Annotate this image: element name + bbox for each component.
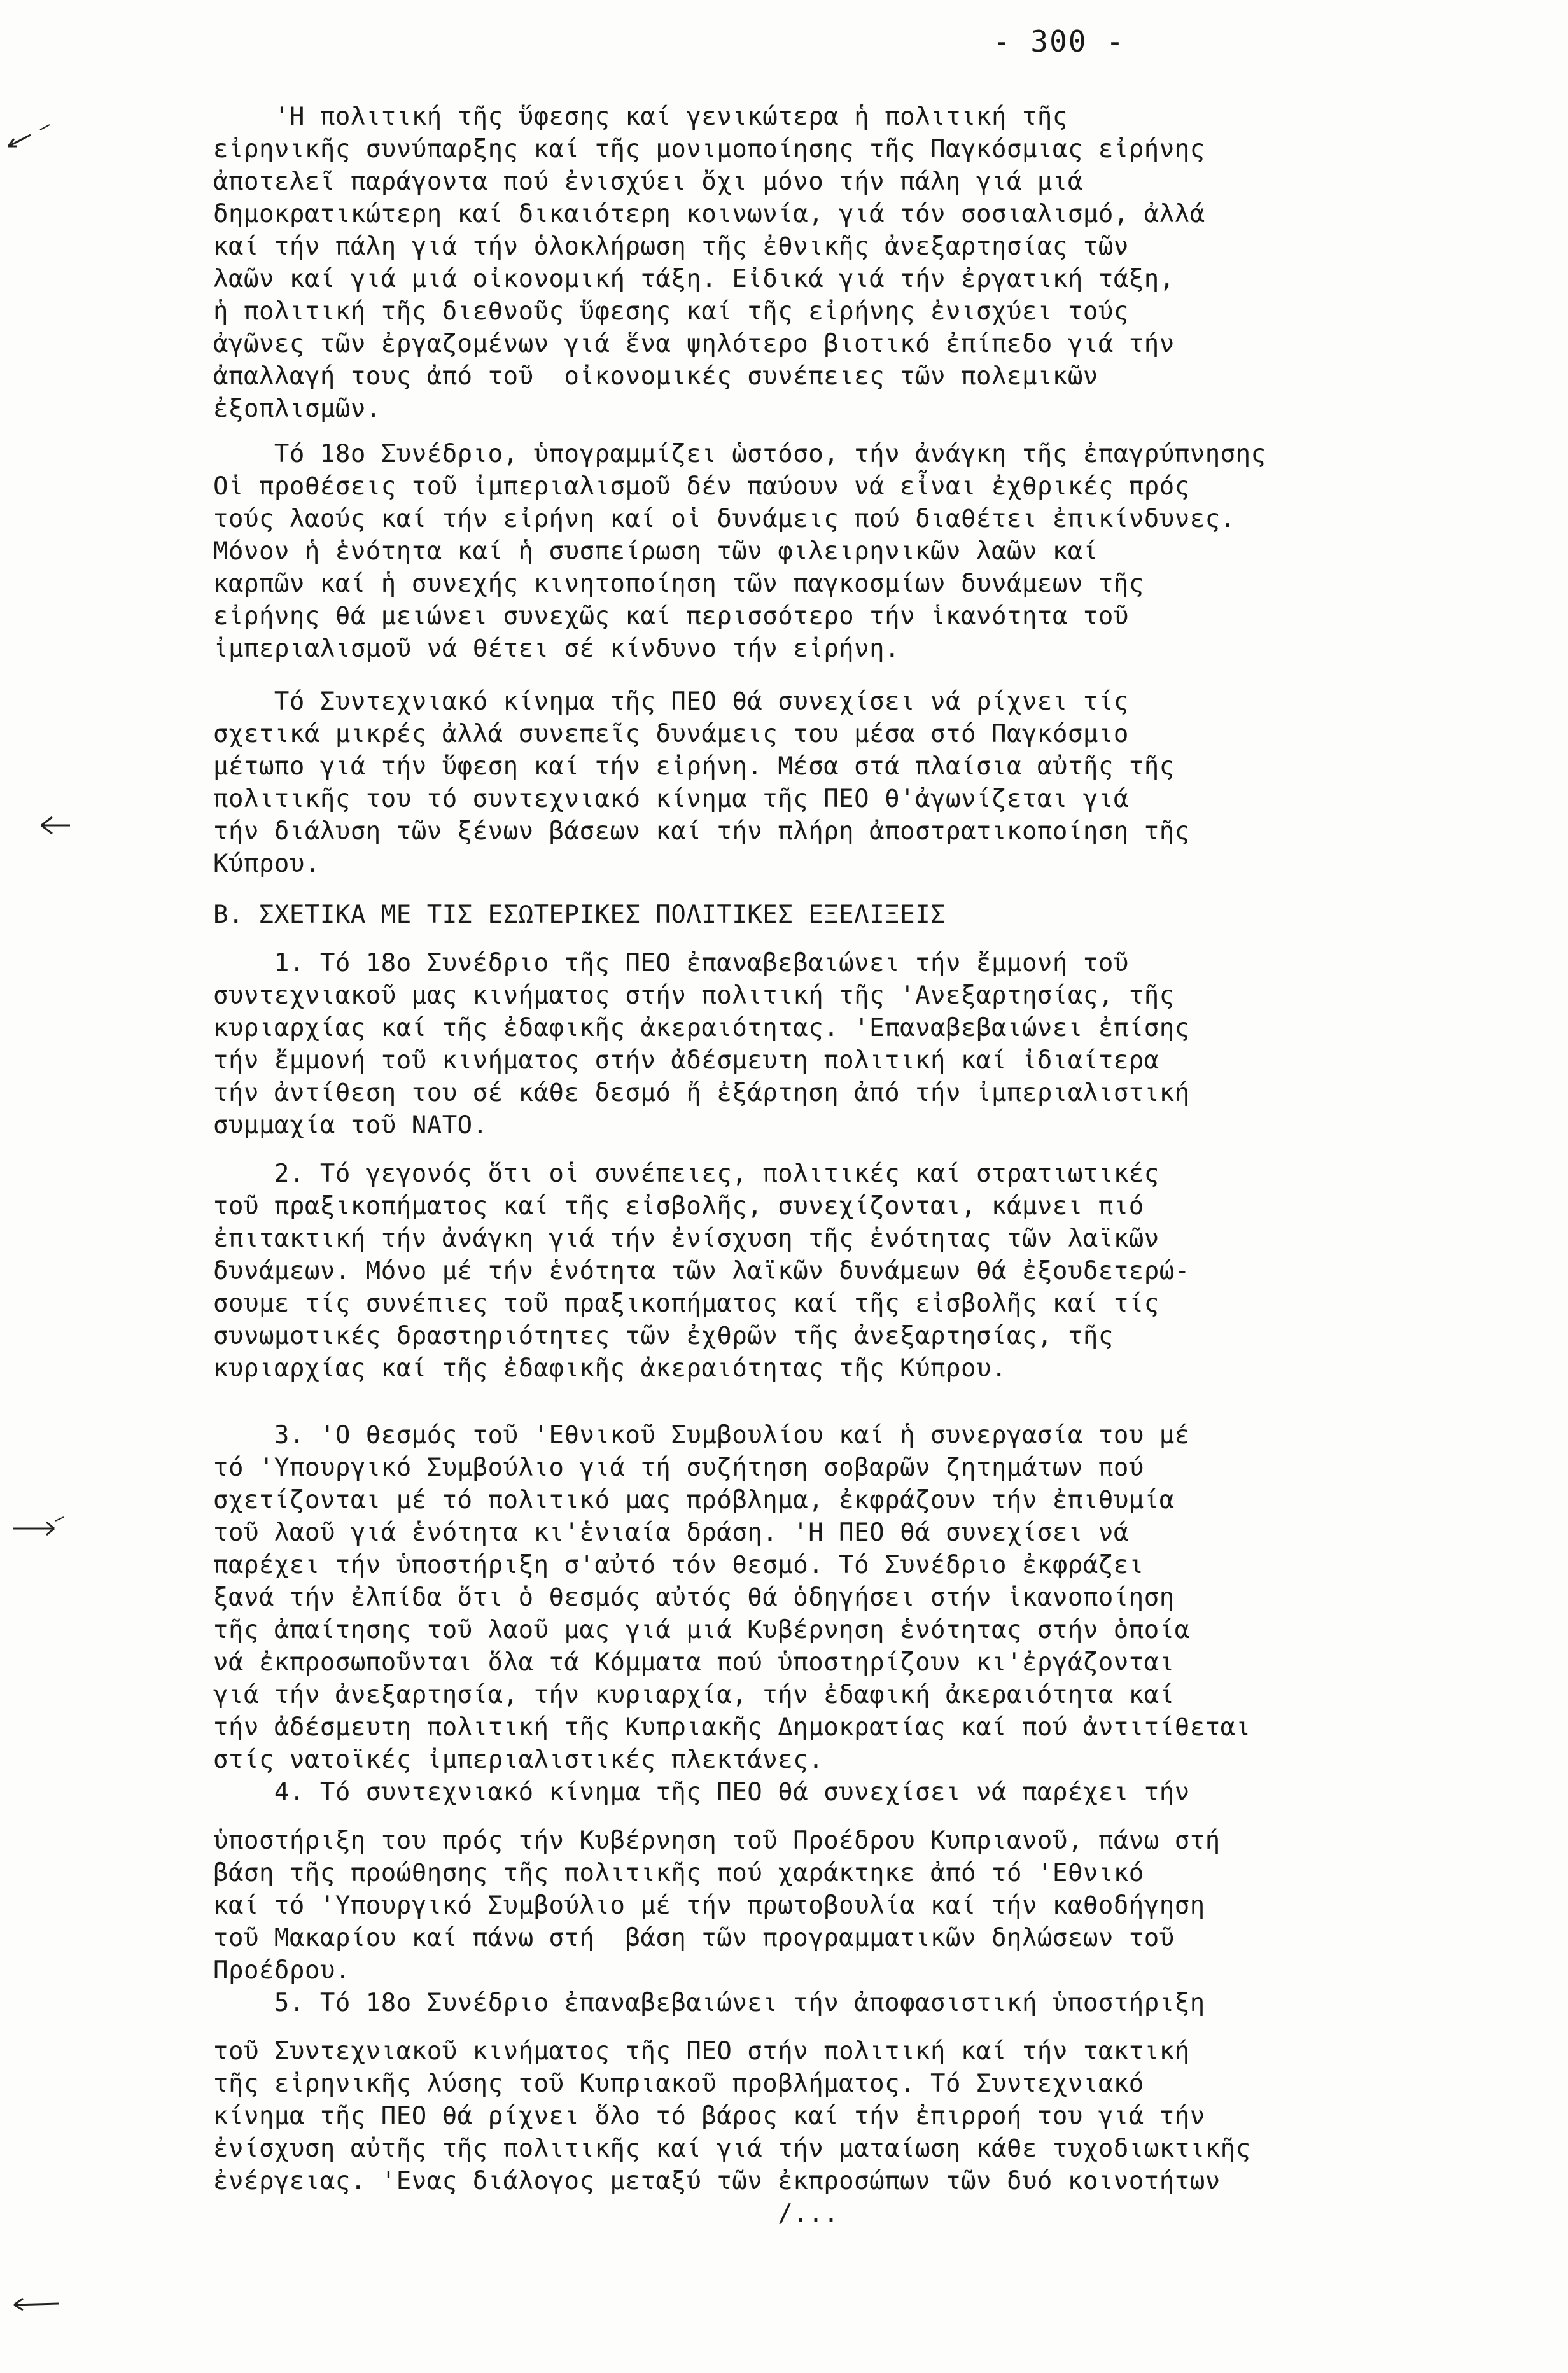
text-line: συμμαχία τοῦ ΝΑΤΟ.	[213, 1111, 488, 1140]
text-line: ξανά τήν ἐλπίδα ὅτι ὁ θεσμός αὐτός θά ὁδηγήσει στήν ἱκανοποίηση	[213, 1583, 1175, 1612]
page-number: - 300 -	[993, 24, 1125, 59]
margin-arrow-icon	[10, 1515, 67, 1540]
text-line: σχετίζονται μέ τό πολιτικό μας πρόβλημα, ἐκφράζουν τήν ἐπιθυμία	[213, 1486, 1175, 1515]
text-line: τοῦ Συντεχνιακοῦ κινήματος τῆς ΠΕΟ στήν πολιτική καί τήν τακτική	[213, 2037, 1190, 2066]
text-line: Μόνον ἡ ἑνότητα καί ἡ συσπείρωση τῶν φιλειρηνικῶν λαῶν καί	[213, 537, 1098, 566]
text-line: εἰρηνικῆς συνύπαρξης καί τῆς μονιμοποίησης τῆς Παγκόσμιας εἰρήνης	[213, 135, 1205, 164]
text-line: τοῦ πραξικοπήματος καί τῆς εἰσβολῆς, συνεχίζονται, κάμνει πιό	[213, 1192, 1144, 1221]
text-line: ἐξοπλισμῶν.	[213, 395, 381, 423]
text-line: Κύπρου.	[213, 850, 320, 878]
text-line: τήν ἔμμονή τοῦ κινήματος στήν ἀδέσμευτη πολιτική καί ἰδιαίτερα	[213, 1046, 1159, 1075]
text-line: γιά τήν ἀνεξαρτησία, τήν κυριαρχία, τήν ἐδαφική ἀκεραιότητα καί	[213, 1681, 1175, 1709]
text-line: καί τήν πάλη γιά τήν ὁλοκλήρωση τῆς ἐθνικῆς ἀνεξαρτησίας τῶν	[213, 232, 1129, 261]
margin-arrow-icon	[5, 121, 56, 159]
text-line: ἐνέργειας. 'Ενας διάλογος μεταξύ τῶν ἐκπροσώπων τῶν δυό κοινοτήτων	[213, 2167, 1221, 2195]
text-line: τήν διάλυση τῶν ξένων βάσεων καί τήν πλήρη ἀποστρατικοποίηση τῆς	[213, 817, 1190, 846]
text-line: δημοκρατικώτερη καί δικαιότερη κοινωνία, γιά τόν σοσιαλισμό, ἀλλά	[213, 200, 1205, 228]
text-line: τοῦ λαοῦ γιά ἑνότητα κι'ἑνιαία δράση. 'Η ΠΕΟ θά συνεχίσει νά	[213, 1518, 1129, 1547]
text-line: τῆς εἰρηνικῆς λύσης τοῦ Κυπριακοῦ προβλήματος. Τό Συντεχνιακό	[213, 2069, 1144, 2098]
text-line: πολιτικῆς του τό συντεχνιακό κίνημα τῆς ΠΕΟ θ'ἀγωνίζεται γιά	[213, 785, 1129, 813]
text-line: κυριαρχίας καί τῆς ἐδαφικῆς ἀκεραιότητας. 'Επαναβεβαιώνει ἐπίσης	[213, 1014, 1190, 1042]
text-line: παρέχει τήν ὑποστήριξη σ'αὐτό τόν θεσμό. Τό Συνέδριο ἐκφράζει	[213, 1551, 1144, 1579]
text-line: ἡ πολιτική τῆς διεθνοῦς ὕφεσης καί τῆς εἰρήνης ἐνισχύει τούς	[213, 297, 1129, 326]
text-line: Τό 18ο Συνέδριο, ὑπογραμμίζει ὡστόσο, τήν ἀνάγκη τῆς ἐπαγρύπνησης	[213, 440, 1266, 468]
text-line: τῆς ἀπαίτησης τοῦ λαοῦ μας γιά μιά Κυβέρνηση ἑνότητας στήν ὁποία	[213, 1616, 1190, 1644]
text-line: ἐνίσχυση αὐτῆς τῆς πολιτικῆς καί γιά τήν ματαίωση κάθε τυχοδιωκτικῆς	[213, 2134, 1251, 2163]
text-line: 1. Τό 18ο Συνέδριο τῆς ΠΕΟ ἐπαναβεβαιώνει τήν ἔμμονή τοῦ	[213, 949, 1129, 977]
text-line: καί τό 'Υπουργικό Συμβούλιο μέ τήν πρωτοβουλία καί τήν καθοδήγηση	[213, 1891, 1205, 1920]
text-line: στίς νατοϊκές ἰμπεριαλιστικές πλεκτάνες.	[213, 1746, 824, 1774]
text-line: καρπῶν καί ἡ συνεχής κινητοποίηση τῶν παγκοσμίων δυνάμεων τῆς	[213, 570, 1144, 598]
text-line: 5. Τό 18ο Συνέδριο ἐπαναβεβαιώνει τήν ἀποφασιστική ὑποστήριξη	[213, 1989, 1205, 2017]
text-line: Προέδρου.	[213, 1956, 351, 1985]
section-heading: Β. ΣΧΕΤΙΚΑ ΜΕ ΤΙΣ ΕΣΩΤΕΡΙΚΕΣ ΠΟΛΙΤΙΚΕΣ ΕΞΕΛΙΞΕΙΣ	[213, 900, 946, 929]
text-line: 4. Τό συντεχνιακό κίνημα τῆς ΠΕΟ θά συνεχίσει νά παρέχει τήν	[213, 1778, 1190, 1807]
text-line: σουμε τίς συνέπιες τοῦ πραξικοπήματος καί τῆς εἰσβολῆς καί τίς	[213, 1289, 1159, 1318]
text-line: Οἱ προθέσεις τοῦ ἰμπεριαλισμοῦ δέν παύουν νά εἶναι ἐχθρικές πρός	[213, 472, 1190, 501]
text-line: τήν ἀντίθεση του σέ κάθε δεσμό ἤ ἐξάρτηση ἀπό τήν ἰμπεριαλιστική	[213, 1079, 1190, 1107]
text-line: κίνημα τῆς ΠΕΟ θά ρίχνει ὅλο τό βάρος καί τήν ἐπιρροή του γιά τήν	[213, 2102, 1205, 2131]
text-line: εἰρήνης θά μειώνει συνεχῶς καί περισσότερο τήν ἱκανότητα τοῦ	[213, 602, 1129, 631]
text-line: ὑποστήριξη του πρός τήν Κυβέρνηση τοῦ Προέδρου Κυπριανοῦ, πάνω στή	[213, 1826, 1221, 1855]
text-line: τούς λαούς καί τήν εἰρήνη καί οἱ δυνάμεις πού διαθέτει ἐπικίνδυνες.	[213, 505, 1236, 533]
text-line: κυριαρχίας καί τῆς ἐδαφικῆς ἀκεραιότητας τῆς Κύπρου.	[213, 1354, 1007, 1383]
text-line: ἀπαλλαγή τους ἀπό τοῦ οἰκονομικές συνέπειες τῶν πολεμικῶν	[213, 362, 1098, 391]
margin-arrow-icon	[38, 809, 76, 841]
text-line: τοῦ Μακαρίου καί πάνω στή βάση τῶν προγραμματικῶν δηλώσεων τοῦ	[213, 1924, 1175, 1952]
text-line: 3. 'Ο θεσμός τοῦ 'Εθνικοῦ Συμβουλίου καί ἡ συνεργασία του μέ	[213, 1421, 1190, 1450]
text-line: μέτωπο γιά τήν ὕφεση καί τήν εἰρήνη. Μέσα στά πλαίσια αὐτῆς τῆς	[213, 752, 1175, 781]
text-line: λαῶν καί γιά μιά οἰκονομική τάξη. Εἰδικά γιά τήν ἐργατική τάξη,	[213, 265, 1175, 293]
text-line: σχετικά μικρές ἀλλά συνεπεῖς δυνάμεις του μέσα στό Παγκόσμιο	[213, 720, 1129, 748]
text-line: Τό Συντεχνιακό κίνημα τῆς ΠΕΟ θά συνεχίσει νά ρίχνει τίς	[213, 687, 1129, 716]
text-line: 2. Τό γεγονός ὅτι οἱ συνέπειες, πολιτικές καί στρατιωτικές	[213, 1159, 1159, 1188]
text-line: τήν ἀδέσμευτη πολιτική τῆς Κυπριακῆς Δημοκρατίας καί πού ἀντιτίθεται	[213, 1713, 1251, 1742]
margin-arrow-icon	[8, 2291, 65, 2316]
text-line: ἀποτελεῖ παράγοντα πού ἐνισχύει ὄχι μόνο τήν πάλη γιά μιά	[213, 167, 1083, 196]
text-line: συντεχνιακοῦ μας κινήματος στήν πολιτική τῆς 'Ανεξαρτησίας, τῆς	[213, 981, 1175, 1010]
text-line: ἀγῶνες τῶν ἐργαζομένων γιά ἕνα ψηλότερο βιοτικό ἐπίπεδο γιά τήν	[213, 330, 1175, 358]
text-line: ἰμπεριαλισμοῦ νά θέτει σέ κίνδυνο τήν εἰρήνη.	[213, 634, 900, 663]
text-line: βάση τῆς προώθησης τῆς πολιτικῆς πού χαράκτηκε ἀπό τό 'Εθνικό	[213, 1859, 1144, 1887]
text-line: 'Η πολιτική τῆς ὕφεσης καί γενικώτερα ἡ πολιτική τῆς	[213, 102, 1068, 131]
text-line: δυνάμεων. Μόνο μέ τήν ἑνότητα τῶν λαϊκῶν δυνάμεων θά ἐξουδετερώ-	[213, 1257, 1190, 1285]
text-line: ἐπιτακτική τήν ἀνάγκη γιά τήν ἐνίσχυση τῆς ἑνότητας τῶν λαϊκῶν	[213, 1224, 1159, 1253]
text-line: /...	[213, 2199, 839, 2228]
text-line: συνωμοτικές δραστηριότητες τῶν ἐχθρῶν τῆς ἀνεξαρτησίας, τῆς	[213, 1322, 1114, 1350]
text-line: τό 'Υπουργικό Συμβούλιο γιά τή συζήτηση σοβαρῶν ζητημάτων πού	[213, 1453, 1144, 1482]
text-line: νά ἐκπροσωποῦνται ὅλα τά Κόμματα πού ὑποστηρίζουν κι'ἐργάζονται	[213, 1648, 1175, 1677]
